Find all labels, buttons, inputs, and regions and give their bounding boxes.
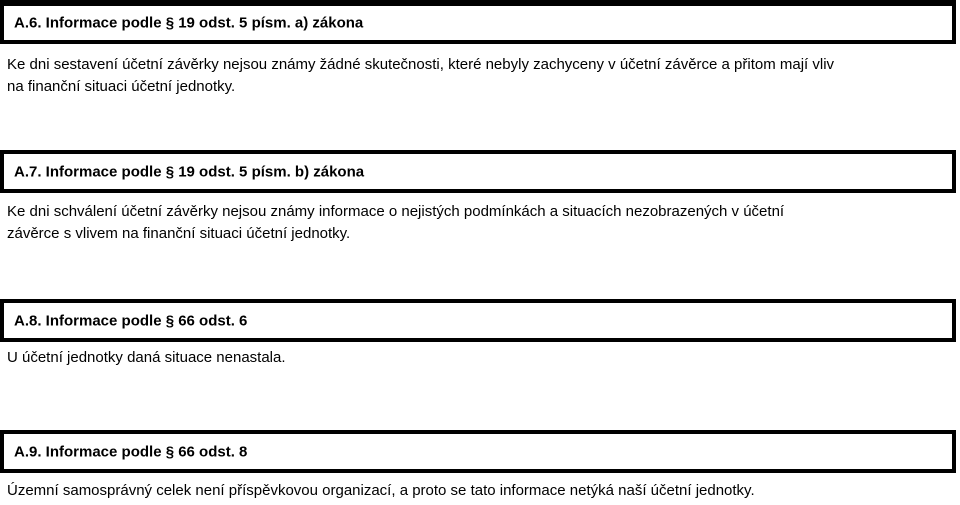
section-heading-a6 xyxy=(0,0,956,44)
section-body-a8 xyxy=(7,347,950,369)
section-heading-a9 xyxy=(0,430,956,473)
section-body-a7 xyxy=(7,201,950,245)
section-body-a7-line-1: Ke dni schválení účetní závěrky nejsou známy informace o nejistých podmínkách a situacích nezobrazených v účetní xyxy=(7,203,785,220)
section-heading-a6-text: A.6. Informace podle § 19 odst. 5 písm. a) zákona xyxy=(14,14,364,32)
section-heading-a9-text: A.9. Informace podle § 66 odst. 8 xyxy=(14,443,248,460)
section-heading-a8 xyxy=(0,299,956,342)
section-heading-a7-text: A.7. Informace podle § 19 odst. 5 písm. b) zákona xyxy=(14,163,365,180)
section-body-a6-line-2: na finanční situaci účetní jednotky. xyxy=(7,78,236,95)
section-body-a8-line-1: U účetní jednotky daná situace nenastala. xyxy=(7,349,286,366)
section-body-a9 xyxy=(7,480,950,502)
section-body-a9-line-1: Územní samosprávný celek není příspěvkovou organizací, a proto se tato informace netýká naší účetní jednotky. xyxy=(7,482,755,499)
section-heading-a8-text: A.8. Informace podle § 66 odst. 6 xyxy=(14,312,248,329)
section-heading-a7 xyxy=(0,150,956,193)
section-body-a7-line-2: závěrce s vlivem na finanční situaci účetní jednotky. xyxy=(7,225,351,242)
section-body-a6 xyxy=(7,54,950,98)
section-body-a6-line-1: Ke dni sestavení účetní závěrky nejsou známy žádné skutečnosti, které nebyly zachyceny v účetní závěrce a přitom mají vliv xyxy=(7,56,835,73)
